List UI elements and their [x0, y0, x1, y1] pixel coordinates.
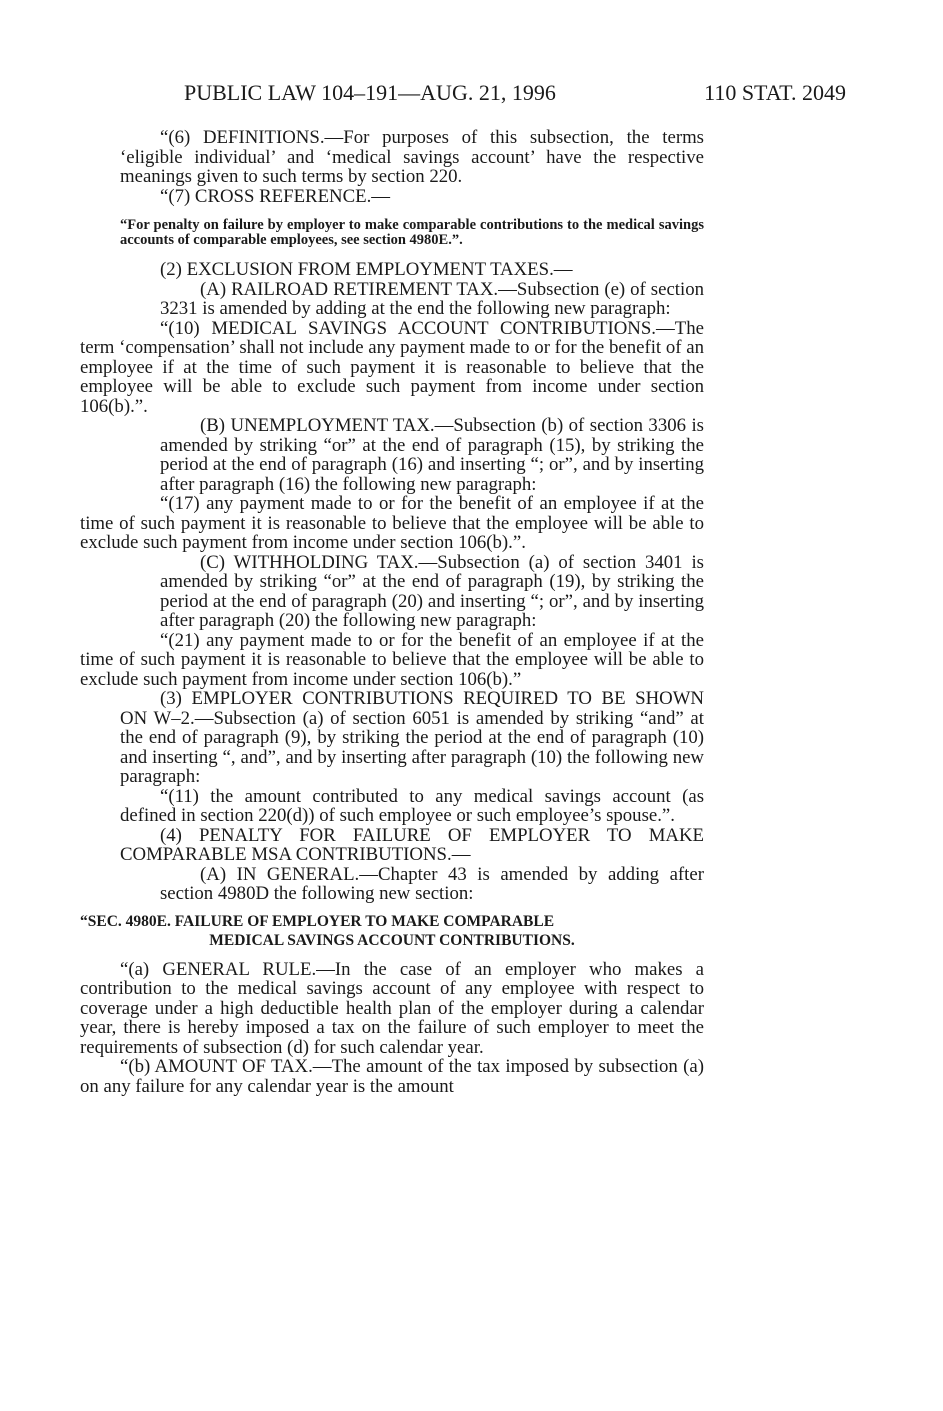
- paragraph-21: “(21) any payment made to or for the benefit of an employee if at the time of such payment it is reasonable to believe that the employee will be able to exclude such payment from income under section 106(b).”: [80, 629, 704, 690]
- header-citation: PUBLIC LAW 104–191—AUG. 21, 1996: [184, 80, 556, 105]
- section-heading-line2: MEDICAL SAVINGS ACCOUNT CONTRIBUTIONS.: [209, 931, 575, 949]
- paragraph-general-rule: “(a) GENERAL RULE.—In the case of an employer who makes a contribution to the medical savings account of any employee with respect to coverage under a high deductible health plan of the employer during a calendar year, there is hereby imposed a tax on the failure of such employer to meet the requirements of subsection (d) for such calendar year.: [80, 958, 704, 1058]
- paragraph-exclusion: (2) EXCLUSION FROM EMPLOYMENT TAXES.—: [160, 259, 573, 280]
- paragraph-definitions: “(6) DEFINITIONS.—For purposes of this subsection, the terms ‘eligible individual’ and ‘medical savings account’ have the respective meanings given to such terms by section 220.: [120, 127, 704, 187]
- page-header: [0, 80, 943, 108]
- paragraph-17: “(17) any payment made to or for the benefit of an employee if at the time of such payment it is reasonable to believe that the employee will be able to exclude such payment from income under section 106(b).”.: [80, 493, 704, 553]
- header-page-number: 110 STAT. 2049: [704, 80, 846, 105]
- paragraph-10: “(10) MEDICAL SAVINGS ACCOUNT CONTRIBUTIONS.—The term ‘compensation’ shall not include any payment made to or for the benefit of an employee if at the time of such payment it is reasonable to believe that the employee will be able to exclude such payment from income under section 106(b).”.: [80, 317, 704, 417]
- paragraph-in-general: (A) IN GENERAL.—Chapter 43 is amended by adding after section 4980D the following new section:: [160, 863, 704, 904]
- paragraph-amount-of-tax: “(b) AMOUNT OF TAX.—The amount of the tax imposed by subsection (a) on any failure for any calendar year is the amount: [80, 1056, 704, 1097]
- paragraph-unemployment: (B) UNEMPLOYMENT TAX.—Subsection (b) of section 3306 is amended by striking “or” at the end of paragraph (15), by striking the period at the end of paragraph (16) and inserting “; or”, and by inserting after paragraph (16) the following new paragraph:: [160, 415, 704, 495]
- section-heading: [80, 912, 704, 950]
- paragraph-withholding: (C) WITHHOLDING TAX.—Subsection (a) of section 3401 is amended by striking “or” at the end of paragraph (19), by striking the period at the end of paragraph (20) and inserting “; or”, and by inserting after paragraph (20) the following new paragraph:: [160, 551, 704, 631]
- paragraph-penalty: (4) PENALTY FOR FAILURE OF EMPLOYER TO MAKE COMPARABLE MSA CONTRIBUTIONS.—: [120, 824, 704, 865]
- paragraph-w2: (3) EMPLOYER CONTRIBUTIONS REQUIRED TO BE SHOWN ON W–2.—Subsection (a) of section 6051 is amended by striking “and” at the end of paragraph (9), by striking the period at the end of paragraph (10) and inserting “, and”, and by inserting after paragraph (10) the following new paragraph:: [120, 688, 704, 787]
- cross-reference-note: “For penalty on failure by employer to make comparable contributions to the medical savings accounts of comparable employees, see section 4980E.”.: [120, 217, 704, 248]
- section-heading-line1: “SEC. 4980E. FAILURE OF EMPLOYER TO MAKE COMPARABLE: [80, 912, 555, 930]
- paragraph-railroad: (A) RAILROAD RETIREMENT TAX.—Subsection (e) of section 3231 is amended by adding at the end the following new paragraph:: [160, 278, 704, 319]
- paragraph-cross-reference: “(7) CROSS REFERENCE.—: [160, 185, 391, 207]
- body-text: [80, 128, 704, 1096]
- paragraph-11: “(11) the amount contributed to any medical savings account (as defined in section 220(d)) of such employee or such employee’s spouse.”.: [120, 785, 704, 826]
